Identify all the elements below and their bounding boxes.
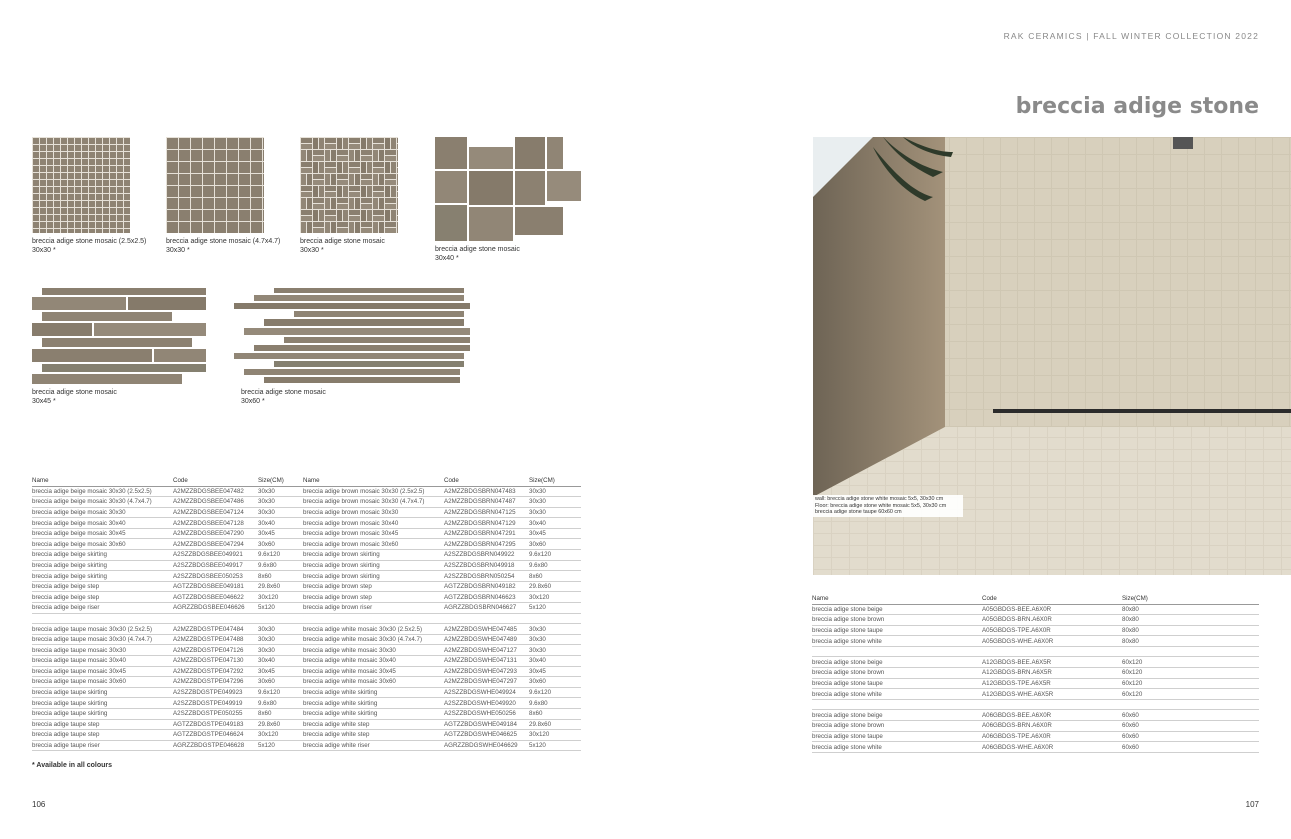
mosaic-4.7-swatch [166, 137, 264, 233]
table-cell: A2MZZBDGSTPE047292 [173, 666, 258, 677]
table-cell: 8x60 [529, 571, 581, 582]
table-cell: breccia adige taupe step [32, 719, 173, 730]
table-row [812, 699, 1259, 710]
table-cell: breccia adige beige skirting [32, 550, 173, 561]
table-cell: 30x30 [258, 645, 303, 656]
brand-header: RAK CERAMICS | FALL WINTER COLLECTION 2022 [1003, 31, 1259, 41]
table-cell: A12GBDGS-TPE.A6X5R [982, 678, 1122, 689]
table-cell: A2MZZBDGSWHE047489 [444, 634, 529, 645]
table-cell: 9.6x80 [258, 698, 303, 709]
table-cell: 60x120 [1122, 668, 1259, 679]
table-cell: AGTZZBDGSTPE046624 [173, 730, 258, 741]
col-header-size: Size(CM) [258, 476, 303, 486]
table-cell: breccia adige white skirting [303, 687, 444, 698]
table-cell: 30x30 [258, 507, 303, 518]
table-cell: 5x120 [258, 740, 303, 751]
table-cell: 29.8x60 [529, 581, 581, 592]
table-cell: AGRZZBDGSTPE046628 [173, 740, 258, 751]
table-cell: A2MZZBDGSTPE047130 [173, 656, 258, 667]
mosaic-basket-swatch [300, 137, 398, 233]
table-row [812, 625, 1259, 636]
table-cell: A2SZZBDGSWHE049924 [444, 687, 529, 698]
table-cell: A2MZZBDGSBRN047129 [444, 518, 529, 529]
table-row [32, 528, 581, 539]
mosaic-2.5-swatch [32, 137, 130, 233]
table-row [32, 687, 581, 698]
table-cell: 30x120 [258, 592, 303, 603]
table-row [32, 656, 581, 667]
table-row [32, 507, 581, 518]
table-cell: 30x120 [529, 592, 581, 603]
table-row [32, 603, 581, 614]
table-cell: 80x80 [1122, 636, 1259, 647]
table-cell: 30x60 [529, 677, 581, 688]
table-row [32, 560, 581, 571]
table-cell: A2MZZBDGSBEE047482 [173, 486, 258, 497]
table-cell: breccia adige stone white [812, 689, 982, 700]
table-cell: AGTZZBDGSBEE049181 [173, 581, 258, 592]
table-cell: A2SZZBDGSBEE050253 [173, 571, 258, 582]
table-cell: A2SZZBDGSWHE049920 [444, 698, 529, 709]
table-cell: A2SZZBDGSTPE049923 [173, 687, 258, 698]
table-cell: breccia adige brown skirting [303, 560, 444, 571]
product-table-left [32, 476, 581, 751]
table-row [32, 677, 581, 688]
table-row [812, 668, 1259, 679]
table-cell: 60x60 [1122, 710, 1259, 721]
table-cell: A2MZZBDGSWHE047485 [444, 624, 529, 635]
table-cell: breccia adige brown riser [303, 603, 444, 614]
table-cell: A2MZZBDGSBEE047486 [173, 497, 258, 508]
table-row [32, 740, 581, 751]
table-cell: AGTZZBDGSBEE046622 [173, 592, 258, 603]
col-header-code: Code [173, 476, 258, 486]
table-cell: 30x45 [258, 666, 303, 677]
table-cell: 30x30 [258, 634, 303, 645]
table-row [32, 730, 581, 741]
table-cell: breccia adige stone taupe [812, 678, 982, 689]
table-cell [982, 699, 1122, 710]
table-cell: breccia adige taupe mosaic 30x30 (2.5x2.5) [32, 624, 173, 635]
table-cell: 30x30 [529, 497, 581, 508]
table-row [32, 698, 581, 709]
table-row [32, 497, 581, 508]
mosaic-linear-45-swatch [32, 288, 206, 384]
table-cell: breccia adige white mosaic 30x45 [303, 666, 444, 677]
table-cell: 60x60 [1122, 721, 1259, 732]
col-header-size: Size(CM) [529, 476, 581, 486]
table-cell: breccia adige stone white [812, 636, 982, 647]
table-cell: breccia adige brown mosaic 30x40 [303, 518, 444, 529]
table-cell: 9.6x120 [258, 687, 303, 698]
table-cell: breccia adige stone taupe [812, 625, 982, 636]
table-cell: 30x30 [529, 486, 581, 497]
mosaic-caption: breccia adige stone mosaic 30x45 * [32, 389, 117, 405]
table-cell: breccia adige white step [303, 719, 444, 730]
table-cell: breccia adige brown skirting [303, 550, 444, 561]
table-cell: A2MZZBDGSWHE047293 [444, 666, 529, 677]
table-cell: A2MZZBDGSTPE047488 [173, 634, 258, 645]
table-cell: AGTZZBDGSWHE049184 [444, 719, 529, 730]
table-cell: 8x60 [258, 571, 303, 582]
table-cell: A2MZZBDGSTPE047484 [173, 624, 258, 635]
table-cell: A2MZZBDGSBEE047124 [173, 507, 258, 518]
table-cell: 30x30 [529, 634, 581, 645]
table-row [32, 581, 581, 592]
table-cell: 80x80 [1122, 615, 1259, 626]
table-row [32, 550, 581, 561]
mosaic-caption: breccia adige stone mosaic 30x60 * [241, 389, 326, 405]
table-cell: breccia adige white riser [303, 740, 444, 751]
table-cell: A2MZZBDGSWHE047297 [444, 677, 529, 688]
mosaic-linear-60-swatch [234, 288, 470, 384]
table-row [32, 592, 581, 603]
table-cell: breccia adige taupe mosaic 30x45 [32, 666, 173, 677]
table-cell: A2MZZBDGSBRN047295 [444, 539, 529, 550]
table-cell: breccia adige stone beige [812, 710, 982, 721]
table-cell: breccia adige beige step [32, 581, 173, 592]
table-cell: A05GBDGS-BEE.A6X0R [982, 604, 1122, 615]
table-cell: breccia adige taupe mosaic 30x40 [32, 656, 173, 667]
table-cell: 30x30 [258, 486, 303, 497]
table-cell: breccia adige stone brown [812, 668, 982, 679]
mosaic-random-swatch [435, 137, 581, 241]
footnote: * Available in all colours [32, 762, 113, 769]
table-cell: A2SZZBDGSWHE050256 [444, 708, 529, 719]
table-cell: breccia adige white mosaic 30x60 [303, 677, 444, 688]
table-cell: breccia adige beige step [32, 592, 173, 603]
table-cell: breccia adige white mosaic 30x40 [303, 656, 444, 667]
table-cell: 80x80 [1122, 604, 1259, 615]
table-cell: 29.8x60 [258, 581, 303, 592]
table-cell: A12GBDGS-WHE.A6X5R [982, 689, 1122, 700]
table-cell: 9.6x120 [529, 687, 581, 698]
table-cell: AGTZZBDGSTPE049183 [173, 719, 258, 730]
table-cell: breccia adige taupe mosaic 30x30 [32, 645, 173, 656]
table-cell: A12GBDGS-BEE.A6X5R [982, 657, 1122, 668]
table-cell: A06GBDGS-TPE.A6X0R [982, 731, 1122, 742]
table-cell: breccia adige taupe riser [32, 740, 173, 751]
table-cell: 30x40 [258, 656, 303, 667]
table-cell: breccia adige beige mosaic 30x30 [32, 507, 173, 518]
table-cell: 8x60 [258, 708, 303, 719]
col-header-code: Code [982, 594, 1122, 604]
table-cell: 60x120 [1122, 678, 1259, 689]
table-cell: breccia adige stone brown [812, 615, 982, 626]
mosaic-caption: breccia adige stone mosaic (4.7x4.7) 30x30 * [166, 238, 281, 254]
table-row [32, 518, 581, 529]
table-cell: AGRZZBDGSBRN046627 [444, 603, 529, 614]
table-cell: 29.8x60 [529, 719, 581, 730]
table-cell: 9.6x80 [529, 560, 581, 571]
col-header-name: Name [32, 476, 173, 486]
table-cell: A2MZZBDGSBRN047487 [444, 497, 529, 508]
table-cell: AGTZZBDGSBRN049182 [444, 581, 529, 592]
table-cell: breccia adige taupe skirting [32, 687, 173, 698]
table-cell: breccia adige beige riser [32, 603, 173, 614]
table-cell: 30x30 [258, 624, 303, 635]
table-cell: breccia adige brown mosaic 30x30 (2.5x2.5) [303, 486, 444, 497]
table-cell: 5x120 [529, 740, 581, 751]
table-cell: A05GBDGS-TPE.A6X0R [982, 625, 1122, 636]
table-cell: 5x120 [258, 603, 303, 614]
mosaic-caption: breccia adige stone mosaic (2.5x2.5) 30x30 * [32, 238, 147, 254]
table-cell: breccia adige beige skirting [32, 571, 173, 582]
table-cell: 9.6x120 [529, 550, 581, 561]
table-cell: breccia adige taupe mosaic 30x60 [32, 677, 173, 688]
table-cell: breccia adige taupe mosaic 30x30 (4.7x4.7) [32, 634, 173, 645]
table-cell: A2SZZBDGSBRN049922 [444, 550, 529, 561]
table-row [812, 731, 1259, 742]
table-cell: A2SZZBDGSTPE049919 [173, 698, 258, 709]
table-cell: breccia adige beige skirting [32, 560, 173, 571]
table-cell: 9.6x80 [529, 698, 581, 709]
table-cell: breccia adige brown mosaic 30x45 [303, 528, 444, 539]
product-table-right [812, 594, 1259, 753]
table-cell: 30x45 [529, 528, 581, 539]
table-cell [1122, 646, 1259, 657]
table-cell: A2MZZBDGSWHE047131 [444, 656, 529, 667]
table-cell: breccia adige stone beige [812, 657, 982, 668]
table-cell: breccia adige brown skirting [303, 571, 444, 582]
table-row [812, 689, 1259, 700]
table-cell: 60x60 [1122, 731, 1259, 742]
table-cell: A2SZZBDGSBRN049918 [444, 560, 529, 571]
table-row [812, 710, 1259, 721]
table-cell: A06GBDGS-BEE.A6X0R [982, 710, 1122, 721]
table-row [32, 645, 581, 656]
col-header-name: Name [303, 476, 444, 486]
table-cell: 30x40 [258, 518, 303, 529]
table-cell: breccia adige beige mosaic 30x30 (2.5x2.5) [32, 486, 173, 497]
table-cell: 30x40 [529, 656, 581, 667]
table-cell: 30x60 [258, 539, 303, 550]
table-cell: breccia adige beige mosaic 30x60 [32, 539, 173, 550]
table-cell: 30x30 [529, 507, 581, 518]
table-cell: A2MZZBDGSBRN047483 [444, 486, 529, 497]
table-cell: breccia adige brown mosaic 30x30 [303, 507, 444, 518]
mosaic-caption: breccia adige stone mosaic 30x30 * [300, 238, 385, 254]
table-cell: A06GBDGS-WHE.A6X0R [982, 742, 1122, 753]
table-cell [982, 646, 1122, 657]
table-cell: A2MZZBDGSTPE047126 [173, 645, 258, 656]
table-cell: 30x60 [258, 677, 303, 688]
col-header-name: Name [812, 594, 982, 604]
table-cell: A12GBDGS-BRN.A6X5R [982, 668, 1122, 679]
table-cell: breccia adige beige mosaic 30x45 [32, 528, 173, 539]
page-title: breccia adige stone [1015, 94, 1259, 119]
table-cell: 30x30 [258, 497, 303, 508]
table-cell: A2MZZBDGSBEE047290 [173, 528, 258, 539]
table-cell: A2MZZBDGSBEE047294 [173, 539, 258, 550]
table-cell: AGRZZBDGSBEE046626 [173, 603, 258, 614]
table-cell: AGRZZBDGSWHE046629 [444, 740, 529, 751]
table-cell: breccia adige brown step [303, 592, 444, 603]
table-cell: breccia adige white mosaic 30x30 (4.7x4.7) [303, 634, 444, 645]
table-cell: 9.6x120 [258, 550, 303, 561]
table-cell: breccia adige stone white [812, 742, 982, 753]
table-cell: A2SZZBDGSBRN050254 [444, 571, 529, 582]
table-cell: AGTZZBDGSBRN046623 [444, 592, 529, 603]
table-cell: A2MZZBDGSTPE047296 [173, 677, 258, 688]
table-cell [1122, 699, 1259, 710]
table-row [812, 604, 1259, 615]
table-cell: 30x60 [529, 539, 581, 550]
table-cell: breccia adige stone beige [812, 604, 982, 615]
table-cell: 30x120 [529, 730, 581, 741]
table-cell: breccia adige stone taupe [812, 731, 982, 742]
table-row [32, 666, 581, 677]
table-cell: 60x60 [1122, 742, 1259, 753]
table-cell: A2SZZBDGSBEE049921 [173, 550, 258, 561]
table-cell: breccia adige white mosaic 30x30 [303, 645, 444, 656]
table-cell: A2MZZBDGSBEE047128 [173, 518, 258, 529]
table-cell: breccia adige stone brown [812, 721, 982, 732]
mosaic-caption: breccia adige stone mosaic 30x40 * [435, 246, 520, 262]
table-cell: 60x120 [1122, 657, 1259, 668]
table-row [32, 539, 581, 550]
table-row [32, 708, 581, 719]
table-cell: breccia adige beige mosaic 30x40 [32, 518, 173, 529]
table-row [812, 636, 1259, 647]
table-cell: A05GBDGS-WHE.A6X0R [982, 636, 1122, 647]
table-row [32, 719, 581, 730]
table-cell: 80x80 [1122, 625, 1259, 636]
table-cell: A05GBDGS-BRN.A6X0R [982, 615, 1122, 626]
table-cell: 9.6x80 [258, 560, 303, 571]
table-cell: 30x120 [258, 730, 303, 741]
table-row [812, 646, 1259, 657]
table-cell: 8x60 [529, 708, 581, 719]
table-cell: A2MZZBDGSBRN047291 [444, 528, 529, 539]
table-cell: breccia adige white step [303, 730, 444, 741]
page-number-right: 107 [1245, 800, 1259, 809]
table-row [812, 721, 1259, 732]
col-header-size: Size(CM) [1122, 594, 1259, 604]
table-cell: AGTZZBDGSWHE046625 [444, 730, 529, 741]
table-cell: 30x45 [258, 528, 303, 539]
table-cell: breccia adige white skirting [303, 708, 444, 719]
page-number-left: 106 [32, 800, 46, 809]
table-cell: breccia adige white skirting [303, 698, 444, 709]
table-cell: 5x120 [529, 603, 581, 614]
table-cell: breccia adige taupe skirting [32, 698, 173, 709]
table-cell [812, 699, 982, 710]
table-cell: breccia adige brown mosaic 30x60 [303, 539, 444, 550]
table-cell [812, 646, 982, 657]
table-cell: A2SZZBDGSTPE050255 [173, 708, 258, 719]
table-cell: breccia adige brown mosaic 30x30 (4.7x4.7) [303, 497, 444, 508]
table-cell: breccia adige beige mosaic 30x30 (4.7x4.7) [32, 497, 173, 508]
photo-caption: wall: breccia adige stone white mosaic 5x5, 30x30 cm Floor: breccia adige stone white mosaic 5x5, 30x30 cm breccia adige stone taupe 60x60 cm [813, 495, 963, 517]
table-row [32, 634, 581, 645]
table-cell: breccia adige white mosaic 30x30 (2.5x2.5) [303, 624, 444, 635]
table-cell: breccia adige taupe skirting [32, 708, 173, 719]
table-cell: 60x120 [1122, 689, 1259, 700]
table-cell: A2MZZBDGSWHE047127 [444, 645, 529, 656]
table-cell: A2SZZBDGSBEE049917 [173, 560, 258, 571]
table-cell: breccia adige taupe step [32, 730, 173, 741]
table-row [32, 486, 581, 497]
col-header-code: Code [444, 476, 529, 486]
table-cell: 30x30 [529, 624, 581, 635]
table-row [32, 571, 581, 582]
table-row [812, 678, 1259, 689]
table-cell: A2MZZBDGSBRN047125 [444, 507, 529, 518]
table-cell: 30x30 [529, 645, 581, 656]
table-cell: A06GBDGS-BRN.A6X0R [982, 721, 1122, 732]
table-cell: 30x45 [529, 666, 581, 677]
table-row [812, 742, 1259, 753]
table-row [32, 624, 581, 635]
table-cell: 30x40 [529, 518, 581, 529]
table-spacer-row [32, 613, 581, 624]
table-row [812, 615, 1259, 626]
table-cell: breccia adige brown step [303, 581, 444, 592]
table-row [812, 657, 1259, 668]
table-cell: 29.8x60 [258, 719, 303, 730]
